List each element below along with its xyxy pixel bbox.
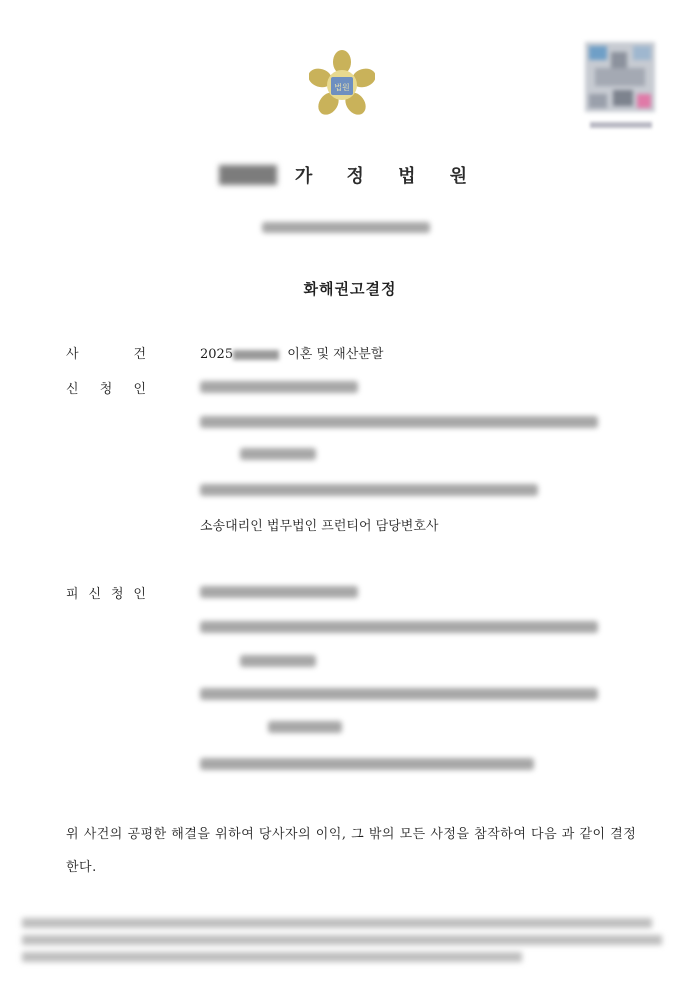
applicant-domicile-redacted xyxy=(200,484,538,496)
applicant-label-char: 인 xyxy=(133,382,146,397)
emblem-label: 법원 xyxy=(334,83,350,92)
case-label xyxy=(66,343,146,362)
court-region-redacted xyxy=(219,165,277,185)
applicant-address-cont-redacted xyxy=(240,448,316,460)
respondent-label-char: 인 xyxy=(133,587,146,602)
respondent-label-char: 청 xyxy=(110,587,124,602)
respondent-address-cont-redacted xyxy=(240,655,316,667)
respondent-address-redacted xyxy=(200,621,598,633)
applicant-label-char: 신 xyxy=(66,382,79,397)
case-label-char: 건 xyxy=(133,347,146,362)
decision-intro-paragraph: 위 사건의 공평한 해결을 위하여 당사자의 이익, 그 밖의 모든 사정을 참작하여 다음 과 같이 결정한다. xyxy=(66,827,637,875)
court-name: 가 정 법 원 xyxy=(294,166,482,187)
court-emblem-icon xyxy=(309,50,375,116)
case-number-redacted xyxy=(233,350,279,360)
applicant-label-char: 청 xyxy=(99,382,113,397)
case-value xyxy=(200,343,383,362)
qr-caption-redacted xyxy=(590,122,652,128)
respondent-name-redacted xyxy=(200,586,358,598)
footer-redacted xyxy=(22,918,662,974)
division-redacted xyxy=(262,222,430,233)
case-year: 2025 xyxy=(200,347,234,362)
case-label-char: 사 xyxy=(66,347,79,362)
respondent-label-char: 피 xyxy=(66,587,79,602)
applicant-attorney: 소송대리인 법무법인 프런티어 담당변호사 xyxy=(200,519,439,534)
respondent-representative-cont-redacted xyxy=(268,721,342,733)
applicant-address-redacted xyxy=(200,416,598,428)
applicant-name-redacted xyxy=(200,381,358,393)
document-title: 화해권고결정 xyxy=(303,280,397,298)
respondent-domicile-redacted xyxy=(200,758,534,770)
respondent-label-char: 신 xyxy=(88,587,102,602)
respondent-label xyxy=(66,583,146,602)
applicant-label xyxy=(66,378,146,397)
court-heading xyxy=(0,162,700,188)
respondent-representative-redacted xyxy=(200,688,598,700)
qr-code-icon xyxy=(585,42,655,112)
case-type: 이혼 및 재산분할 xyxy=(287,347,384,362)
